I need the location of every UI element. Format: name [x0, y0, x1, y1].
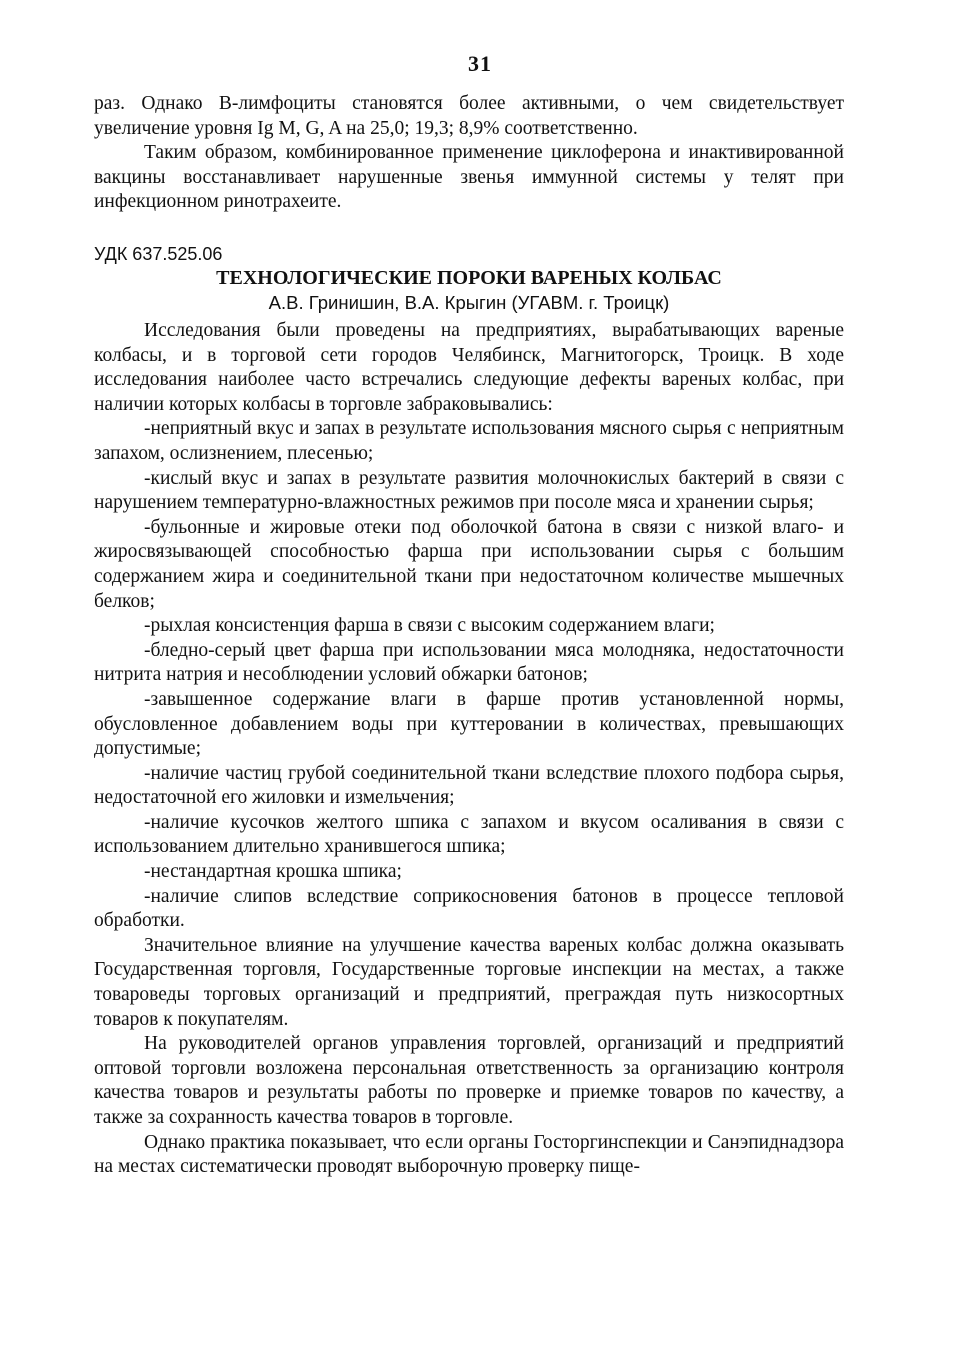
- defect-item: -бульонные и жировые отеки под оболочкой батона в связи с низкой влаго- и жиросвязывающей способностью фарша при использовании сырья с большим содержанием жира и соединительной ткани при недостаточном количестве мышечных белков;: [94, 516, 844, 612]
- article-body: [94, 319, 844, 1180]
- body-paragraph: Исследования были проведены на предприятиях, вырабатывающих вареные колбасы, и в торговой сети городов Челябинск, Магнитогорск, Троицк. В ходе исследования наиболее часто встречались следующие дефекты вареных колбас, при наличии которых колбасы в торговле забраковывались:: [94, 320, 844, 415]
- page-number: 31: [468, 51, 492, 76]
- defect-item: -нестандартная крошка шпика;: [144, 861, 402, 883]
- article-title: ТЕХНОЛОГИЧЕСКИЕ ПОРОКИ ВАРЕНЫХ КОЛБАС: [216, 267, 722, 289]
- article-authors: А.В. Гринишин, В.А. Крыгин (УГАВМ. г. Троицк): [268, 292, 670, 313]
- intro-paragraph: Таким образом, комбинированное применение циклоферона и инактивированной вакцины восстанавливает нарушенные звенья иммунной системы у телят при инфекционном ринотрахеите.: [94, 142, 844, 213]
- defect-item: -кислый вкус и запах в результате развития молочнокислых бактерий в связи с нарушением температурно-влажностных режимов при посоле мяса и хранении сырья;: [94, 467, 844, 514]
- defect-item: -рыхлая консистенция фарша в связи с высоким содержанием влаги;: [144, 615, 715, 637]
- udk-code: УДК 637.525.06: [94, 244, 223, 264]
- body-paragraph: На руководителей органов управления торговлей, организаций и предприятий оптовой торговли возложена персональная ответственность за организацию контроля качества товаров и результаты работы по проверке и приемке товаров по качеству, а также за сохранность качества товаров в торговле.: [94, 1033, 844, 1128]
- intro-section: [94, 92, 844, 215]
- defect-item: -бледно-серый цвет фарша при использовании мяса молодняка, недостаточности нитрита натрия и несоблюдении условий обжарки батонов;: [94, 639, 844, 686]
- intro-paragraph: раз. Однако В-лимфоциты становятся более активными, о чем свидетельствует увеличение уровня Ig M, G, A на 25,0; 19,3; 8,9% соответственно.: [94, 93, 844, 139]
- body-paragraph: Однако практика показывает, что если органы Госторгинспекции и Санэпиднадзора на местах систематически проводят выборочную проверку пище-: [94, 1131, 844, 1178]
- body-paragraph: Значительное влияние на улучшение качества вареных колбас должна оказывать Государственная торговля, Государственные торговые инспекции на местах, а также товароведы торговых организаций и предприятий, преграждая путь низкосортных товаров к покупателям.: [94, 934, 844, 1030]
- defect-item: -наличие слипов вследствие соприкосновения батонов в процессе тепловой обработки.: [94, 885, 844, 932]
- defect-item: -наличие кусочков желтого шпика с запахом и вкусом осаливания в связи с использованием длительно хранившегося шпика;: [94, 811, 844, 858]
- defect-item: -неприятный вкус и запах в результате использования мясного сырья с неприятным запахом, ослизнением, плесенью;: [94, 418, 844, 464]
- defect-item: -наличие частиц грубой соединительной ткани вследствие плохого подбора сырья, недостаточной его жиловки и измельчения;: [94, 762, 844, 809]
- defect-item: -завышенное содержание влаги в фарше против установленной нормы, обусловленное добавлением воды при куттеровании в количествах, превышающих допустимые;: [94, 688, 844, 760]
